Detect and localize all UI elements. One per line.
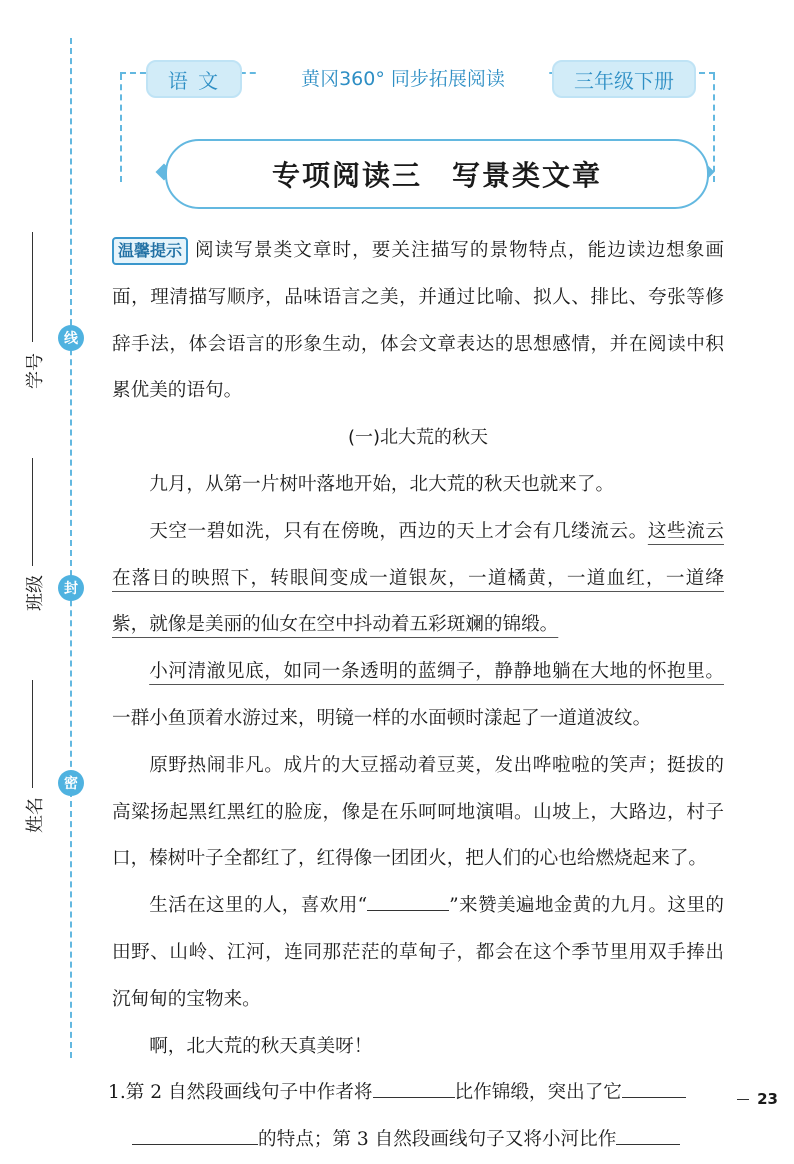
student-id-label: 学号 [25, 353, 46, 389]
seal-mark-xian: 线 [58, 325, 84, 351]
tip-text: 阅读写景类文章时，要关注描写的景物特点，能边读边想象画面，理清描写顺序，品味语言之美，并通过比喻、拟人、排比、夸张等修辞手法，体会语言的形象生动，体会文章表达的思想感情，并在阅读中积累优美的语句。 [112, 240, 724, 402]
paragraph-5-text-b: ”来赞美遍地金黄的九月。这里的田野、山岭、江河，连同那茫茫的草甸子，都会在这个季节里用双手捧出沉甸甸的宝物来。 [112, 895, 724, 1010]
name-field[interactable] [32, 680, 33, 788]
fill-blank-praise[interactable] [367, 892, 449, 911]
paragraph-5-text-a: 生活在这里的人，喜欢用“ [149, 895, 368, 917]
page-title: 专项阅读三 写景类文章 [165, 139, 709, 209]
underlined-sentence-2: 这些流云在落日的映照下，转眼间变成一道银灰，一道橘黄，一道血红，一道绛紫，就像是美丽的仙女在空中抖动着五彩斑斓的锦缎。 [112, 520, 724, 636]
paragraph-2-text: 天空一碧如洗，只有在傍晚，西边的天上才会有几缕流云。 [149, 520, 648, 542]
question-1-text-c: 的特点；第 3 自然段画线句子又将小河比作 [258, 1129, 617, 1151]
student-id-field[interactable] [32, 232, 33, 342]
class-field[interactable] [32, 458, 33, 566]
answer-blank-1[interactable] [373, 1079, 455, 1098]
answer-blank-2[interactable] [622, 1079, 686, 1098]
paragraph-3-text: 一群小鱼顶着水游过来，明镜一样的水面顿时漾起了一道道波纹。 [112, 707, 652, 729]
tip-badge: 温馨提示 [112, 237, 188, 265]
paragraph-3 [112, 649, 724, 743]
page-number: 23 [737, 1090, 778, 1108]
question-1-text-a: 1.第 2 自然段画线句子中作者将 [108, 1082, 373, 1104]
subject-badge: 语 文 [146, 60, 242, 98]
name-label: 姓名 [25, 797, 46, 833]
answer-blank-4[interactable] [616, 1126, 680, 1145]
answer-blank-3[interactable] [132, 1126, 258, 1145]
paragraph-4: 原野热闹非凡。成片的大豆摇动着豆荚，发出哗啦啦的笑声；挺拔的高粱扬起黑红黑红的脸庞，像是在乐呵呵地演唱。山坡上，大路边，村子口，榛树叶子全都红了，红得像一团团火，把人们的心也给燃烧起来了。 [112, 754, 724, 870]
question-1-text-b: 比作锦缎，突出了它 [454, 1082, 622, 1104]
seal-mark-feng: 封 [58, 575, 84, 601]
paragraph-5 [112, 883, 724, 1023]
main-content [108, 228, 724, 1164]
paragraph-6: 啊，北大荒的秋天真美呀！ [149, 1035, 373, 1057]
seal-mark-mi: 密 [58, 770, 84, 796]
series-name: 黄冈360° 同步拓展阅读 [258, 60, 548, 94]
tip-paragraph [112, 228, 724, 415]
article-title: (一)北大荒的秋天 [347, 427, 489, 449]
underlined-sentence-3: 小河清澈见底，如同一条透明的蓝绸子，静静地躺在大地的怀抱里。 [149, 661, 724, 683]
binding-dashed-line [70, 38, 72, 1058]
paragraph-2 [112, 509, 724, 649]
class-label: 班级 [25, 575, 46, 611]
paragraph-1: 九月，从第一片树叶落地开始，北大荒的秋天也就来了。 [149, 473, 615, 495]
grade-badge: 三年级下册 [552, 60, 696, 98]
question-1 [108, 1070, 724, 1117]
question-1-cont [132, 1117, 724, 1164]
